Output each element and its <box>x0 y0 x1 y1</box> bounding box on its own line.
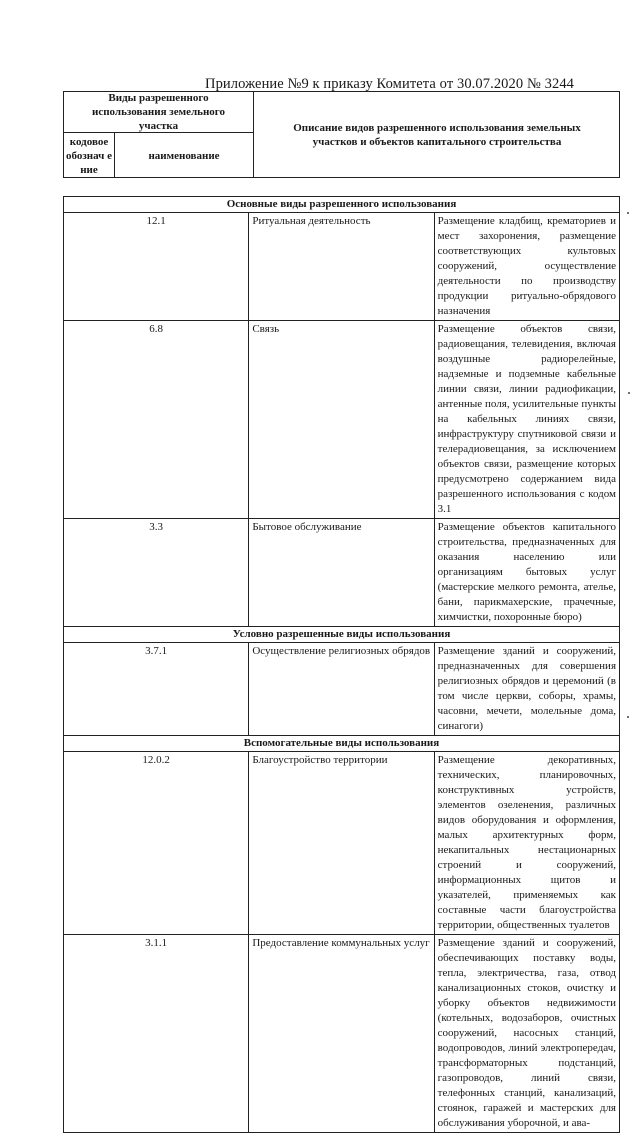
header-code-column: кодовое обознач ение <box>66 135 113 176</box>
table-row <box>64 935 620 1133</box>
row-description: Размещение зданий и сооружений, обеспечивающих поставку воды, тепла, электричества, газа, отвод канализационных стоков, очистку и уборку объектов недвижимости (котельных, водозаборов, очистных сооружений, насосных станций, водопроводов, линий электропередач, трансформаторных подстанций, газопроводов, линий связи, телефонных станций, канализаций, стоянок, гаражей и мастерских для обслуживания уборочной, и ава- <box>434 935 619 1133</box>
row-name: Осуществление религиозных обрядов <box>249 643 434 736</box>
section-title: Вспомогательные виды использования <box>64 736 620 752</box>
section-header-row <box>64 627 620 643</box>
table-row <box>64 643 620 736</box>
row-code: 3.3 <box>64 519 249 627</box>
scan-speck <box>627 212 629 214</box>
table-row <box>64 213 620 321</box>
row-name: Бытовое обслуживание <box>249 519 434 627</box>
section-header-row <box>64 736 620 752</box>
section-header-row <box>64 197 620 213</box>
row-name: Связь <box>249 321 434 519</box>
land-use-table-grid <box>63 196 620 1133</box>
land-use-table <box>63 196 620 1133</box>
table-header <box>63 91 620 178</box>
row-description: Размещение объектов капитального строительства, предназначенных для оказания населению или организациям бытовых услуг (мастерские мелкого ремонта, ателье, бани, парикмахерские, прачечные, химчистки, похоронные бюро) <box>434 519 619 627</box>
row-name: Ритуальная деятельность <box>249 213 434 321</box>
row-description: Размещение кладбищ, крематориев и мест захоронения, размещение соответствующих культовых сооружений, осуществление деятельности по производству продукции ритуально-обрядового назначения <box>434 213 619 321</box>
scan-speck <box>627 716 629 718</box>
row-name: Благоустройство территории <box>249 752 434 935</box>
header-group-title: Виды разрешенного использования земельного участка <box>91 92 226 132</box>
section-title: Основные виды разрешенного использования <box>64 197 620 213</box>
row-code: 12.0.2 <box>64 752 249 935</box>
row-code: 3.7.1 <box>64 643 249 736</box>
row-description: Размещение объектов связи, радиовещания, телевидения, включая воздушные радиорелейные, надземные и подземные кабельные линии связи, линии радиофикации, антенные поля, усилительные пункты на кабельных линиях связи, инфраструктуру спутниковой связи и телерадиовещания, за исключением объектов связи, размещение которых предусмотрено содержанием вида разрешенного использования с кодом 3.1 <box>434 321 619 519</box>
table-row <box>64 321 620 519</box>
row-code: 6.8 <box>64 321 249 519</box>
header-description-column: Описание видов разрешенного использования земельных участков и объектов капитального строительства <box>293 121 581 148</box>
row-description: Размещение декоративных, технических, планировочных, конструктивных устройств, элементов озеленения, различных видов оборудования и оформления, малых архитектурных форм, некапитальных нестационарных строений и сооружений, информационных щитов и указателей, применяемых как составные части благоустройства территории, общественных туалетов <box>434 752 619 935</box>
section-title: Условно разрешенные виды использования <box>64 627 620 643</box>
scan-speck <box>628 392 630 394</box>
row-name: Предоставление коммунальных услуг <box>249 935 434 1133</box>
table-row <box>64 752 620 935</box>
table-row <box>64 519 620 627</box>
header-name-column: наименование <box>148 149 220 162</box>
row-code: 12.1 <box>64 213 249 321</box>
row-code: 3.1.1 <box>64 935 249 1133</box>
row-description: Размещение зданий и сооружений, предназначенных для совершения религиозных обрядов и церемоний (в том числе церкви, соборы, храмы, часовни, мечети, молельные дома, синагоги) <box>434 643 619 736</box>
document-caption: Приложение №9 к приказу Комитета от 30.07.2020 № 3244 <box>205 76 575 92</box>
